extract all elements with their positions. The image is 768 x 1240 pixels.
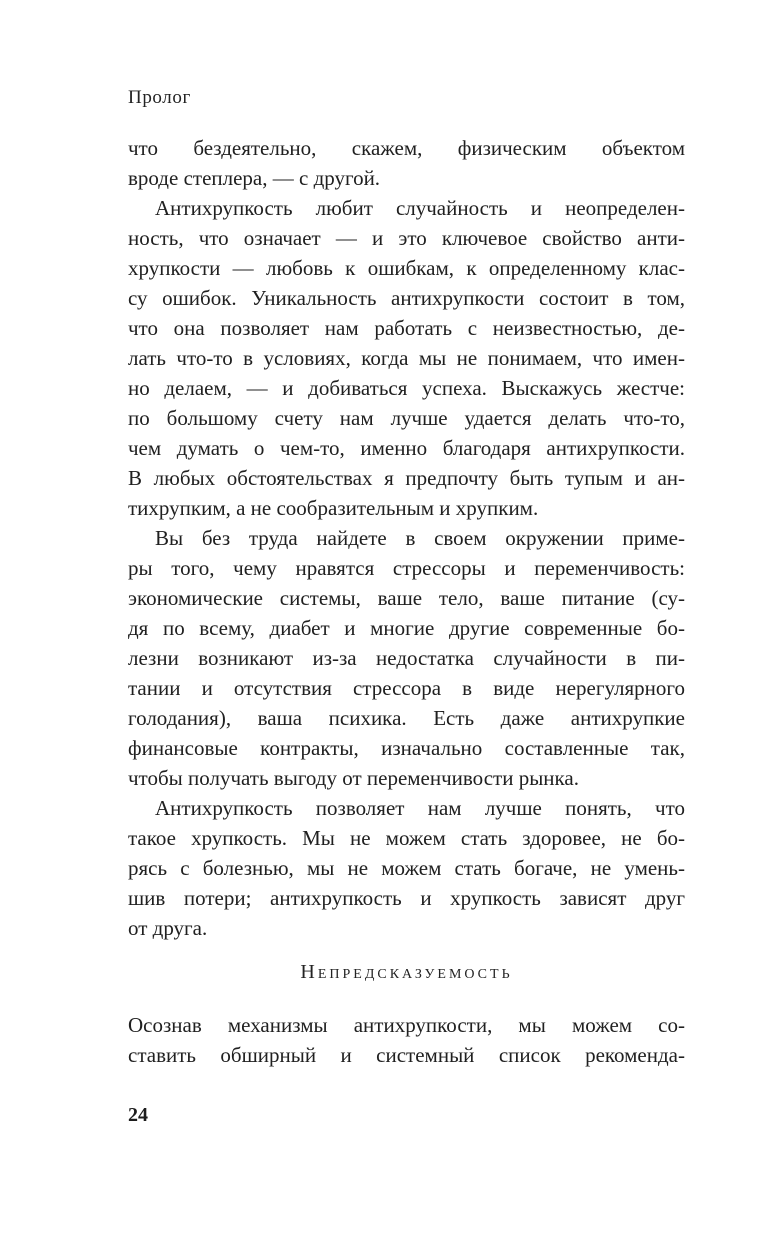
page-number: 24 <box>128 1104 148 1126</box>
text-line: В любых обстоятельствах я предпочту быть тупым и ан- <box>128 466 685 490</box>
text-line: тании и отсутствия стрессора в виде нерегулярного <box>128 676 685 700</box>
text-line: ры того, чему нравятся стрессоры и переменчивость: <box>128 556 685 580</box>
section-body-text <box>128 1010 685 1070</box>
running-header: Пролог <box>128 87 191 108</box>
text-line: Осознав механизмы антихрупкости, мы можем со- <box>128 1013 685 1037</box>
text-line: голодания), ваша психика. Есть даже антихрупкие <box>128 706 685 730</box>
text-line: финансовые контракты, изначально составленные так, <box>128 736 685 760</box>
text-line: ность, что означает — и это ключевое свойство анти- <box>128 226 685 250</box>
text-line: шив потери; антихрупкость и хрупкость зависят друг <box>128 886 685 910</box>
text-line: Антихрупкость любит случайность и неопределен- <box>155 196 685 220</box>
text-line: Антихрупкость позволяет нам лучше понять, что <box>155 796 685 820</box>
text-line: что она позволяет нам работать с неизвестностью, де- <box>128 316 685 340</box>
text-line: ставить обширный и системный список рекоменда- <box>128 1043 685 1067</box>
text-line: рясь с болезнью, мы не можем стать богаче, не умень- <box>128 856 685 880</box>
section-heading: Непредсказуемость <box>300 961 513 983</box>
text-line: по большому счету нам лучше удается делать что-то, <box>128 406 685 430</box>
text-line: такое хрупкость. Мы не можем стать здоровее, не бо- <box>128 826 685 850</box>
text-line: но делаем, — и добиваться успеха. Выскажусь жестче: <box>128 376 685 400</box>
text-column <box>128 88 685 1127</box>
text-line: от друга. <box>128 916 208 940</box>
text-line: тихрупким, а не сообразительным и хрупким. <box>128 496 539 520</box>
text-line: чем думать о чем-то, именно благодаря антихрупкости. <box>128 436 685 460</box>
text-line: су ошибок. Уникальность антихрупкости состоит в том, <box>128 286 685 310</box>
text-line: экономические системы, ваше тело, ваше питание (су- <box>128 586 685 610</box>
text-line: лать что-то в условиях, когда мы не понимаем, что имен- <box>128 346 685 370</box>
body-text <box>128 133 685 943</box>
text-line: дя по всему, диабет и многие другие современные бо- <box>128 616 685 640</box>
text-line: хрупкости — любовь к ошибкам, к определенному клас- <box>128 256 685 280</box>
text-line: что бездеятельно, скажем, физическим объектом <box>128 136 685 160</box>
text-line: лезни возникают из-за недостатка случайности в пи- <box>128 646 685 670</box>
text-line: чтобы получать выгоду от переменчивости рынка. <box>128 766 579 790</box>
text-line: Вы без труда найдете в своем окружении приме- <box>155 526 685 550</box>
text-line: вроде степлера, — с другой. <box>128 166 381 190</box>
